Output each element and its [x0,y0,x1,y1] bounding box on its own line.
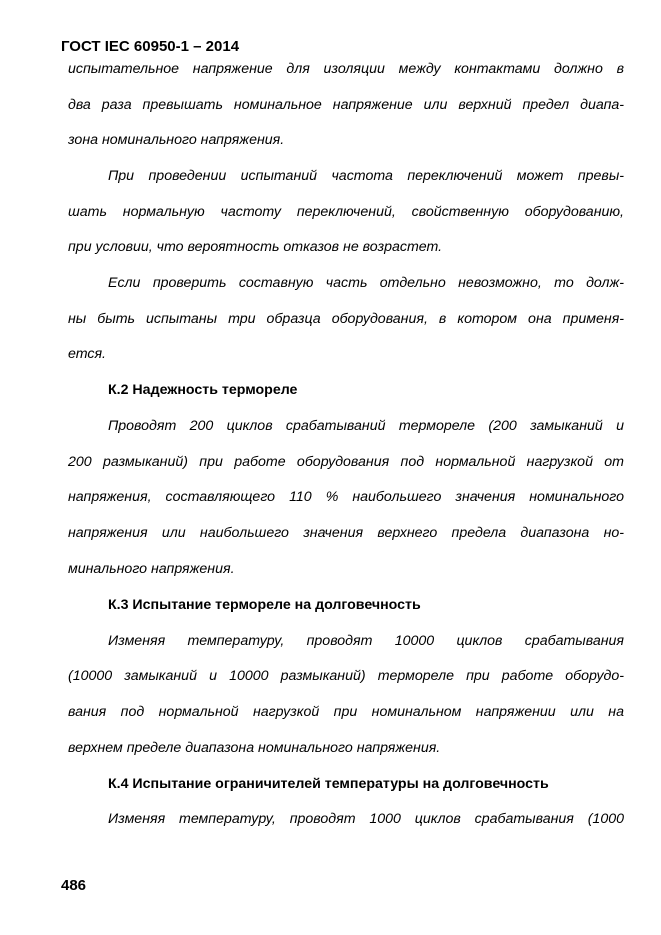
text-line: Если проверить составную часть отдельно невозможно, то долж- [108,275,624,291]
text-line: Проводят 200 циклов срабатываний термореле (200 замыканий и [108,418,624,434]
text-line: ны быть испытаны три образца оборудования, в котором она применя- [68,311,624,327]
text-line: 200 размыканий) при работе оборудования под нормальной нагрузкой от [68,454,624,470]
text-line: вания под нормальной нагрузкой при номинальном напряжении или на [68,704,624,720]
text-line: верхнем пределе диапазона номинального напряжения. [68,740,441,756]
text-line: испытательное напряжение для изоляции между контактами должно в [68,61,624,77]
section-heading-k2: К.2 Надежность термореле [108,382,298,398]
document-code-header: ГОСТ IEC 60950-1 – 2014 [61,38,240,55]
text-line: минального напряжения. [68,561,235,577]
text-line: при условии, что вероятность отказов не возрастет. [68,239,443,255]
text-line: При проведении испытаний частота переключений может превы- [108,168,624,184]
text-line: напряжения или наибольшего значения верхнего предела диапазона но- [68,525,624,541]
text-line: два раза превышать номинальное напряжение или верхний предел диапа- [68,97,624,113]
page-number: 486 [61,877,87,894]
text-line: зона номинального напряжения. [68,132,285,148]
text-line: Изменяя температуру, проводят 10000 циклов срабатывания [108,633,624,649]
section-heading-k3: К.3 Испытание термореле на долговечность [108,597,421,613]
text-line: (10000 замыканий и 10000 размыканий) термореле при работе оборудо- [68,668,624,684]
text-line: Изменяя температуру, проводят 1000 циклов срабатывания (1000 [108,811,624,827]
text-line: напряжения, составляющего 110 % наибольшего значения номинального [68,489,624,505]
text-line: ется. [68,346,107,362]
text-line: шать нормальную частоту переключений, свойственную оборудованию, [68,204,624,220]
section-heading-k4: К.4 Испытание ограничителей температуры на долговечность [108,776,549,792]
